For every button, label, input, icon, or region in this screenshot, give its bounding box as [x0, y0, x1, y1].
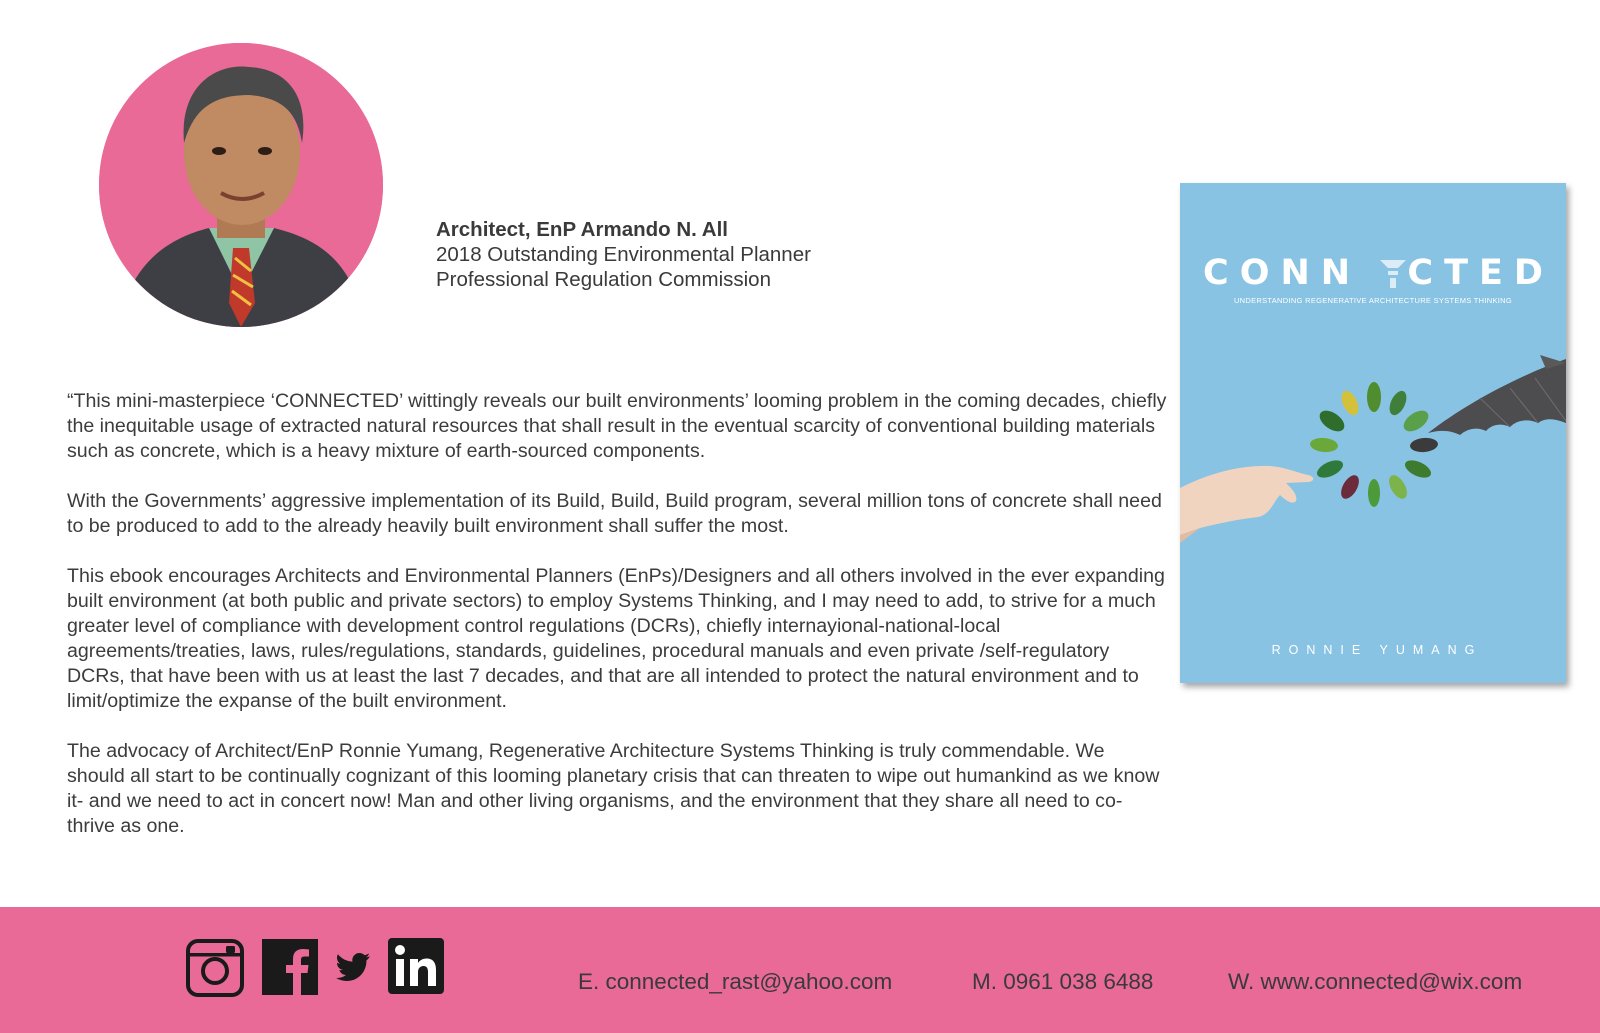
testimonial-paragraph: The advocacy of Architect/EnP Ronnie Yumang, Regenerative Architecture Systems Thinking is truly commendable. We should all start to be continually cognizant of this looming planetary crisis that can threaten to wipe out humankind as we know it- and we need to act in concert now! Man and other living organisms, and the environment that they share all need to co-thrive as one.: [67, 740, 1160, 837]
endorser-portrait-image: [99, 43, 383, 327]
linkedin-icon[interactable]: [388, 938, 444, 994]
testimonial-text: [67, 389, 1167, 864]
testimonial-paragraph: This ebook encourages Architects and Environmental Planners (EnPs)/Designers and all others involved in the ever expanding built environment (at both public and private sectors) to employ Systems Thinking, and I may need to add, to strive for a much greater level of compliance with development control regulations (DCRs), chiefly internayional-national-local agreements/treaties, laws, rules/regulations, standards, guidelines, procedural manuals and even private /self-regulatory DCRs, that have been with us at least the last 7 decades, and that are all intended to protect the natural environment and to limit/optimize the expanse of the built environment.: [67, 565, 1165, 712]
endorser-award: 2018 Outstanding Environmental Planner: [436, 243, 811, 266]
testimonial-paragraph: With the Governments’ aggressive implementation of its Build, Build, Build program, several million tons of concrete shall need to be produced to add to the already heavily built environment shall suffer the most.: [67, 490, 1162, 537]
contact-mobile[interactable]: M. 0961 038 6488: [972, 969, 1154, 994]
instagram-icon[interactable]: [186, 939, 244, 997]
endorser-credit: [436, 217, 811, 292]
endorser-name: Architect, EnP Armando N. All: [436, 218, 728, 241]
book-author: RONNIE YUMANG: [1271, 643, 1483, 657]
book-subtitle: UNDERSTANDING REGENERATIVE ARCHITECTURE SYSTEMS THINKING: [1233, 296, 1513, 305]
contact-footer: [0, 907, 1600, 1033]
twitter-icon[interactable]: [336, 953, 370, 981]
contact-website[interactable]: W. www.connected@wix.com: [1228, 969, 1523, 994]
endorser-photo: [99, 43, 383, 327]
book-title: CONN CTED: [1203, 253, 1554, 293]
book-cover: [1180, 183, 1566, 683]
facebook-icon[interactable]: [262, 939, 318, 995]
contact-email[interactable]: E. connected_rast@yahoo.com: [578, 969, 893, 994]
testimonial-paragraph: “This mini-masterpiece ‘CONNECTED’ wittingly reveals our built environments’ looming problem in the coming decades, chiefly the inequitable usage of extracted natural resources that shall result in the eventual scarcity of conventional building materials such as concrete, which is a heavy mixture of earth-sourced components.: [67, 390, 1167, 462]
endorser-organization: Professional Regulation Commission: [436, 268, 771, 291]
